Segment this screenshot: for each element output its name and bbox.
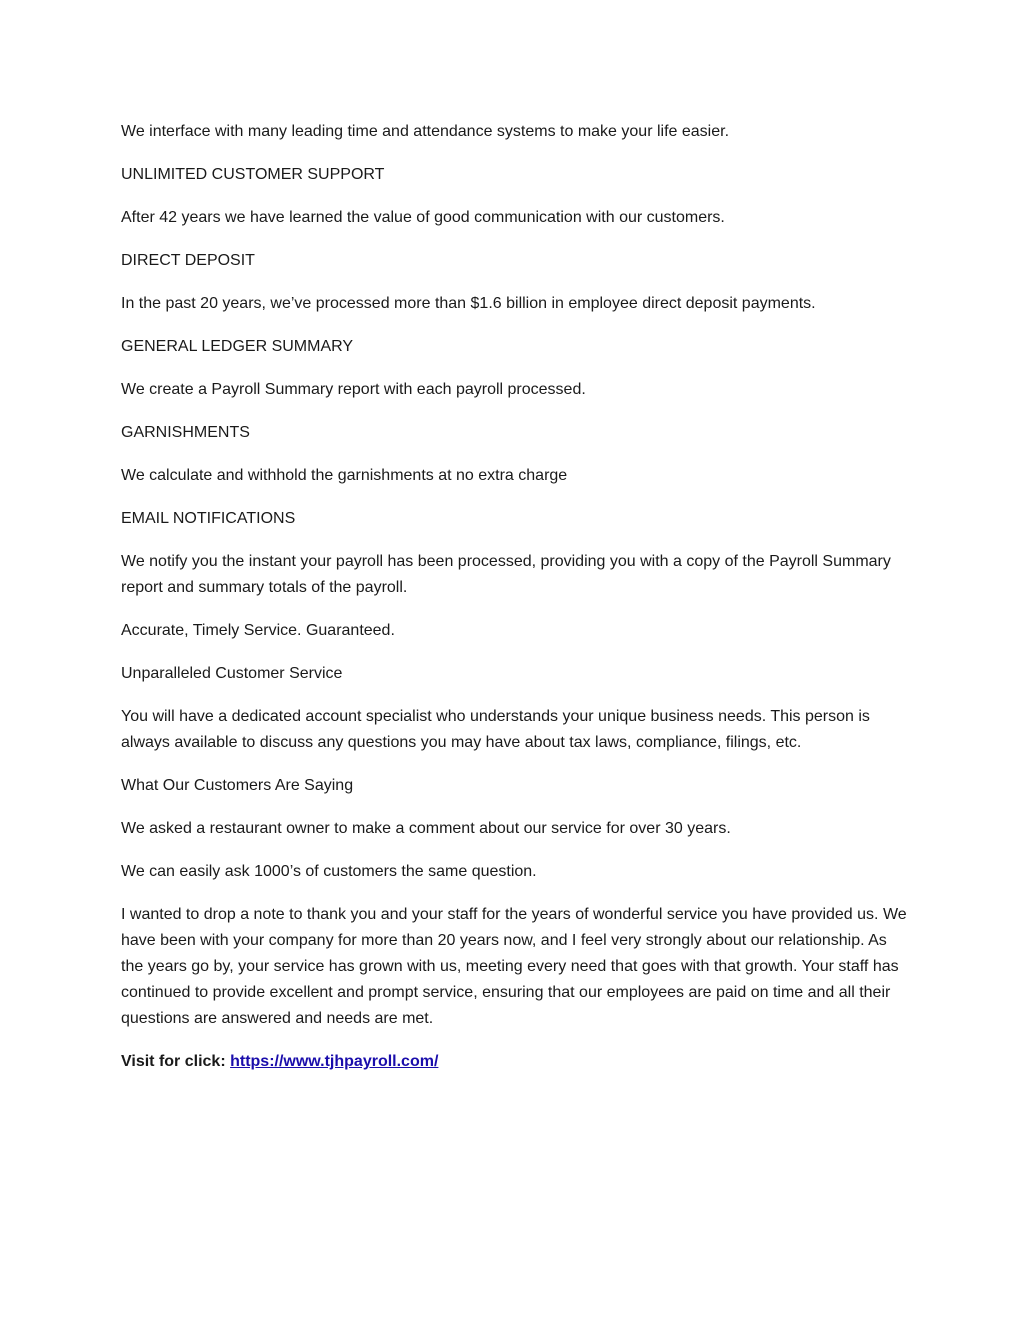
document-body <box>121 119 911 1092</box>
testimonial-paragraph: I wanted to drop a note to thank you and your staff for the years of wonderful service you have provided us. We have been with your company for more than 20 years now, and I feel very strongly about our relationship. As the years go by, your service has grown with us, meeting every need that goes with that growth. Your staff has continued to provide excellent and prompt service, ensuring that our employees are paid on time and all their questions are answered and needs are met. <box>121 906 907 1027</box>
support-paragraph: After 42 years we have learned the value of good communication with our customers. <box>121 209 725 226</box>
intro-paragraph: We interface with many leading time and attendance systems to make your life easier. <box>121 123 730 140</box>
heading-customers-saying: What Our Customers Are Saying <box>121 777 354 794</box>
email-notifications-paragraph: We notify you the instant your payroll has been processed, providing you with a copy of the Payroll Summary report and summary totals of the payroll. <box>121 553 891 596</box>
heading-general-ledger-summary: GENERAL LEDGER SUMMARY <box>121 338 354 355</box>
ledger-paragraph: We create a Payroll Summary report with each payroll processed. <box>121 381 586 398</box>
direct-deposit-paragraph: In the past 20 years, we’ve processed more than $1.6 billion in employee direct deposit payments. <box>121 295 816 312</box>
heading-email-notifications: EMAIL NOTIFICATIONS <box>121 510 296 527</box>
visit-separator: : <box>220 1053 226 1070</box>
restaurant-owner-paragraph: We asked a restaurant owner to make a comment about our service for over 30 years. <box>121 820 731 837</box>
heading-unlimited-customer-support: UNLIMITED CUSTOMER SUPPORT <box>121 166 385 183</box>
heading-unparalleled-customer-service: Unparalleled Customer Service <box>121 665 343 682</box>
account-specialist-paragraph: You will have a dedicated account specialist who understands your unique business needs. This person is always available to discuss any questions you may have about tax laws, compliance, filings, etc. <box>121 708 870 751</box>
tagline-paragraph: Accurate, Timely Service. Guaranteed. <box>121 622 395 639</box>
heading-garnishments: GARNISHMENTS <box>121 424 250 441</box>
customers-question-paragraph: We can easily ask 1000’s of customers the same question. <box>121 863 537 880</box>
visit-line <box>121 1049 911 1075</box>
garnishments-paragraph: We calculate and withhold the garnishments at no extra charge <box>121 467 568 484</box>
visit-label: Visit for click <box>121 1053 221 1070</box>
website-link[interactable]: https://www.tjhpayroll.com/ <box>230 1053 439 1070</box>
heading-direct-deposit: DIRECT DEPOSIT <box>121 252 255 269</box>
